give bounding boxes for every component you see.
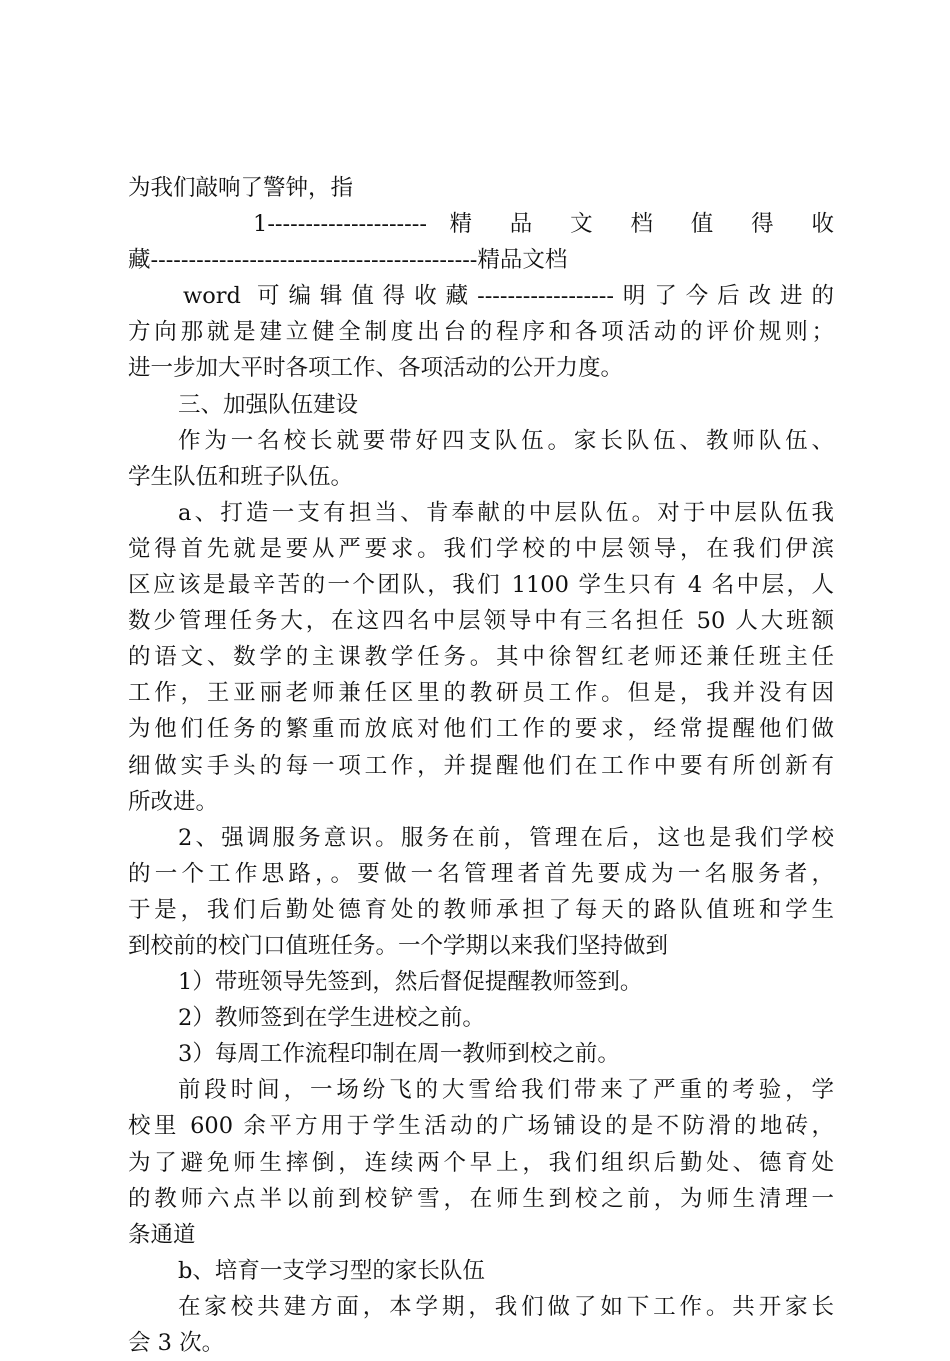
text-line: 在家校共建方面，本学期，我们做了如下工作。共开家长 — [178, 1293, 834, 1320]
text-line: 所改进。 — [128, 788, 219, 815]
text-line: 于是，我们后勤处德育处的教师承担了每天的路队值班和学生 — [128, 896, 834, 923]
section-heading: 三、加强队伍建设 — [178, 391, 359, 418]
text-line: 区应该是最辛苦的一个团队，我们 1100 学生只有 4 名中层，人 — [128, 572, 834, 599]
text-line: 2、强调服务意识。服务在前，管理在后，这也是我们学校 — [178, 824, 834, 851]
watermark-line: word 可编辑值得收藏------------------明了今后改进的 — [183, 283, 834, 310]
list-item: 1）带班领导先签到，然后督促提醒教师签到。 — [178, 969, 643, 996]
text-line: 为了避免师生摔倒，连续两个早上，我们组织后勤处、德育处 — [128, 1149, 834, 1176]
text-line: 校里 600 余平方用于学生活动的广场铺设的是不防滑的地砖， — [128, 1113, 834, 1140]
text-line: 方向那就是建立健全制度出台的程序和各项活动的评价规则； — [128, 319, 834, 346]
text-line: 作为一名校长就要带好四支队伍。家长队伍、教师队伍、 — [178, 427, 834, 454]
text-line: 进一步加大平时各项工作、各项活动的公开力度。 — [128, 355, 624, 382]
document-body — [128, 170, 834, 1361]
text-line: 细做实手头的每一项工作，并提醒他们在工作中要有所创新有 — [128, 752, 834, 779]
text-line: a、打造一支有担当、肯奉献的中层队伍。对于中层队伍我 — [178, 499, 834, 526]
list-item: 3）每周工作流程印制在周一教师到校之前。 — [178, 1041, 620, 1068]
watermark-line: 藏-------------------------------------------精品文档 — [128, 247, 568, 274]
text-line: 的教师六点半以前到校铲雪，在师生到校之前，为师生清理一 — [128, 1185, 834, 1212]
text-line: 为我们敲响了警钟，指 — [128, 175, 354, 201]
section-heading: b、培育一支学习型的家长队伍 — [178, 1257, 485, 1284]
text-line: 条通道 — [128, 1221, 196, 1248]
text-line: 为他们任务的繁重而放底对他们工作的要求，经常提醒他们做 — [128, 716, 834, 743]
text-line: 的一个工作思路，。要做一名管理者首先要成为一名服务者， — [128, 860, 834, 887]
text-line: 前段时间，一场纷飞的大雪给我们带来了严重的考验，学 — [178, 1077, 834, 1104]
text-line: 学生队伍和班子队伍。 — [128, 463, 354, 490]
text-line: 工作，王亚丽老师兼任区里的教研员工作。但是，我并没有因 — [128, 680, 834, 707]
list-item: 2）教师签到在学生进校之前。 — [178, 1005, 485, 1032]
watermark-line: 1--------------------- 精 品 文 档 值 得 收 — [253, 211, 834, 238]
text-line: 觉得首先就是要从严要求。我们学校的中层领导，在我们伊滨 — [128, 535, 834, 562]
text-line: 会 3 次。 — [128, 1330, 225, 1356]
text-line: 数少管理任务大，在这四名中层领导中有三名担任 50 人大班额 — [128, 608, 834, 635]
text-line: 的语文、数学的主课教学任务。其中徐智红老师还兼任班主任 — [128, 644, 834, 671]
text-line: 到校前的校门口值班任务。一个学期以来我们坚持做到 — [128, 932, 669, 959]
